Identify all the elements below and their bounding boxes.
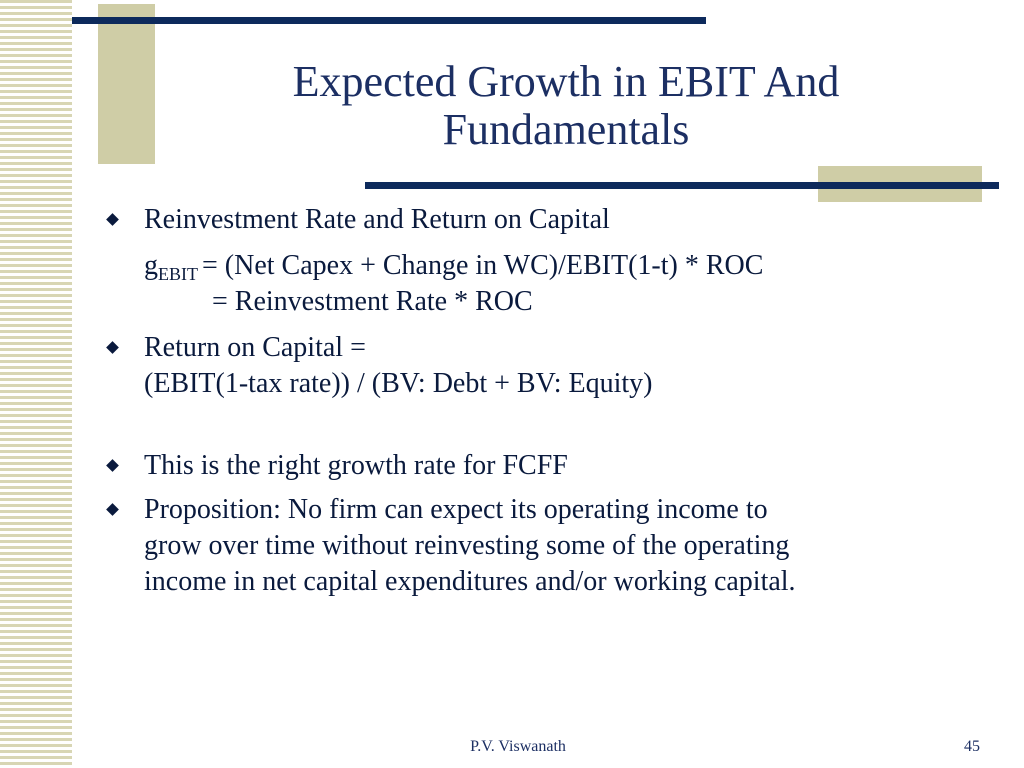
formula-symbol: g <box>144 250 158 281</box>
bullet-text-line-1: Proposition: No firm can expect its operating income to <box>144 494 768 525</box>
accent-block-top <box>98 4 155 164</box>
footer-author: P.V. Viswanath <box>470 738 566 755</box>
bullet-fcff <box>104 448 568 484</box>
title-rule-top <box>72 17 706 24</box>
page-number: 45 <box>964 738 980 755</box>
decorative-stripes <box>0 0 72 768</box>
formula-subscript: EBIT <box>158 264 198 284</box>
diamond-bullet-icon <box>106 503 119 516</box>
slide-title-line-1: Expected Growth in EBIT And <box>292 57 840 106</box>
diamond-bullet-icon <box>106 341 119 354</box>
diamond-bullet-icon <box>106 459 119 472</box>
bullet-reinvestment-rate <box>104 202 610 238</box>
bullet-proposition <box>104 492 796 600</box>
bullet-text: Reinvestment Rate and Return on Capital <box>144 204 610 235</box>
bullet-text: This is the right growth rate for FCFF <box>144 450 568 481</box>
bullet-text-line-3: income in net capital expenditures and/or working capital. <box>144 566 796 597</box>
bullet-return-on-capital <box>104 330 653 402</box>
bullet-text-line-2: (EBIT(1-tax rate)) / (BV: Debt + BV: Equity) <box>144 368 653 399</box>
formula-line-2: = Reinvestment Rate * ROC <box>212 286 533 317</box>
title-rule-bottom <box>365 182 999 189</box>
bullet-text-line-1: Return on Capital = <box>144 332 366 363</box>
growth-formula <box>144 248 763 286</box>
slide-title-line-2: Fundamentals <box>442 105 690 154</box>
slide-title <box>160 58 972 154</box>
diamond-bullet-icon <box>106 213 119 226</box>
bullet-text-line-2: grow over time without reinvesting some of the operating <box>144 530 790 561</box>
formula-line-1: = (Net Capex + Change in WC)/EBIT(1-t) * ROC <box>202 250 764 281</box>
